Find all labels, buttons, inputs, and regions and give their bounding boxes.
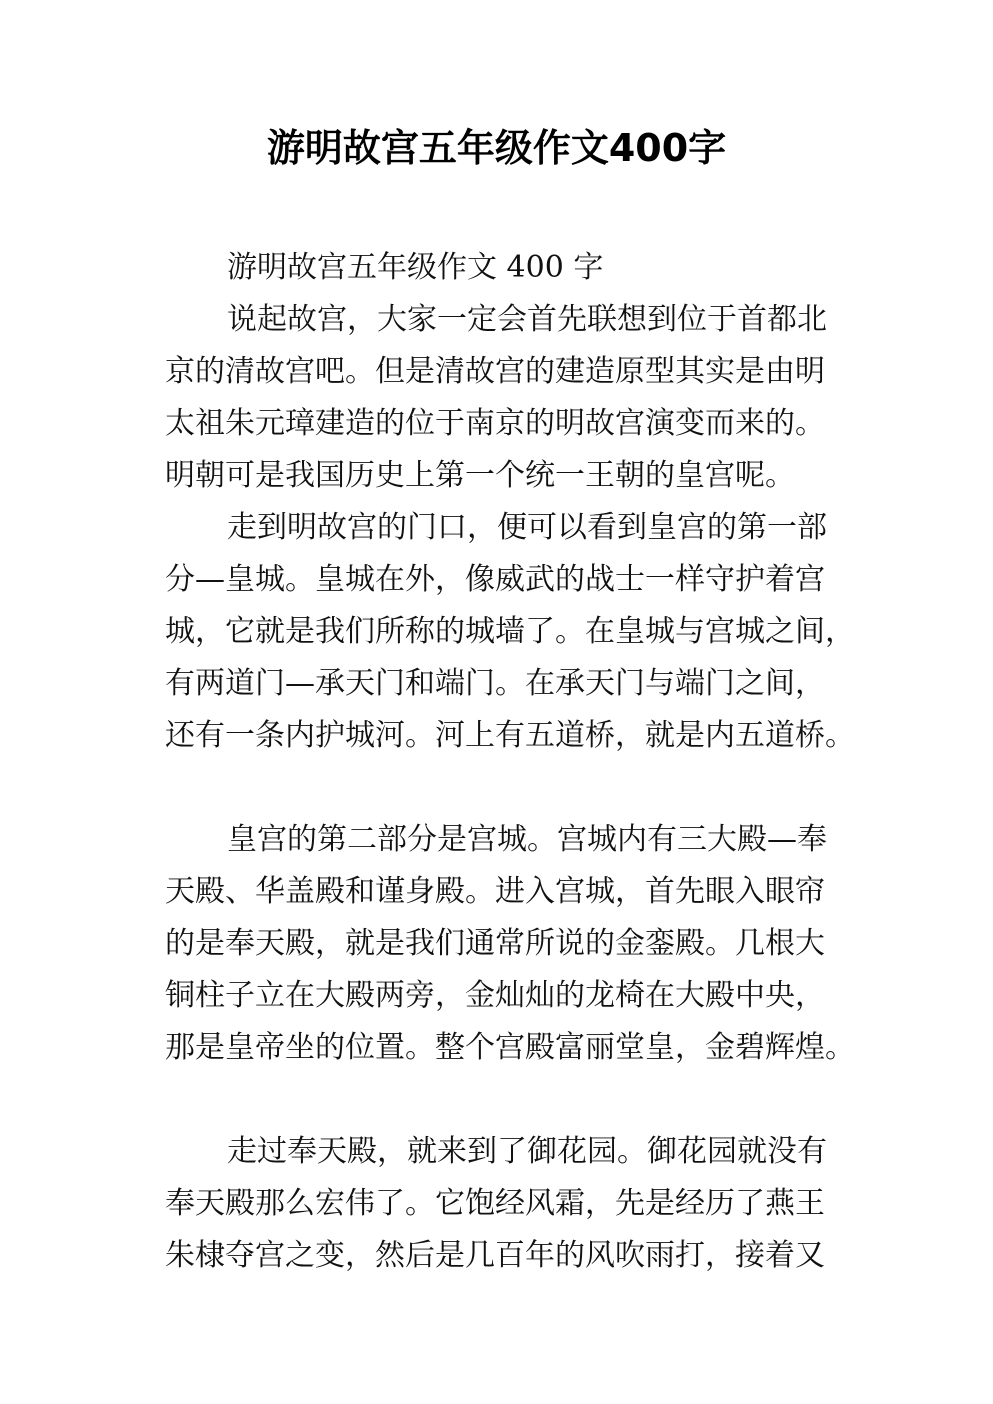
paragraph-1-line: 太祖朱元璋建造的位于南京的明故宫演变而来的。 bbox=[165, 406, 825, 441]
paragraph-2-line: 有两道门—承天门和端门。在承天门与端门之间， bbox=[165, 666, 825, 701]
paragraph-2-line: 城，它就是我们所称的城墙了。在皇城与宫城之间， bbox=[165, 614, 855, 649]
document-body bbox=[165, 242, 855, 1282]
paragraph-3-line: 天殿、华盖殿和谨身殿。进入宫城，首先眼入眼帘 bbox=[165, 874, 825, 909]
paragraph-3-line: 的是奉天殿，就是我们通常所说的金銮殿。几根大 bbox=[165, 926, 825, 961]
paragraph-gap bbox=[165, 762, 845, 814]
paragraph-4-line: 朱棣夺宫之变，然后是几百年的风吹雨打，接着又 bbox=[165, 1238, 825, 1273]
paragraph-4-line: 奉天殿那么宏伟了。它饱经风霜，先是经历了燕王 bbox=[165, 1186, 825, 1221]
paragraph-2-line: 分—皇城。皇城在外，像威武的战士一样守护着宫 bbox=[165, 562, 825, 597]
paragraph-1-line: 说起故宫，大家一定会首先联想到位于首都北 bbox=[227, 302, 827, 337]
paragraph-gap bbox=[165, 1074, 845, 1126]
paragraph-1-line: 京的清故宫吧。但是清故宫的建造原型其实是由明 bbox=[165, 354, 825, 389]
paragraph-3-line: 皇宫的第二部分是宫城。宫城内有三大殿—奉 bbox=[227, 822, 827, 857]
document-title: 游明故宫五年级作文400字 bbox=[266, 126, 727, 170]
paragraph-2-line: 走到明故宫的门口，便可以看到皇宫的第一部 bbox=[227, 510, 827, 545]
paragraph-3-line: 铜柱子立在大殿两旁，金灿灿的龙椅在大殿中央， bbox=[165, 978, 825, 1013]
paragraph-4-line: 走过奉天殿，就来到了御花园。御花园就没有 bbox=[227, 1134, 827, 1169]
paragraph-2-line: 还有一条内护城河。河上有五道桥，就是内五道桥。 bbox=[165, 718, 855, 753]
paragraph-1-line: 明朝可是我国历史上第一个统一王朝的皇宫呢。 bbox=[165, 458, 795, 493]
paragraph-3-line: 那是皇帝坐的位置。整个宫殿富丽堂皇，金碧辉煌。 bbox=[165, 1030, 855, 1065]
subtitle-line: 游明故宫五年级作文 400 字 bbox=[227, 250, 604, 285]
